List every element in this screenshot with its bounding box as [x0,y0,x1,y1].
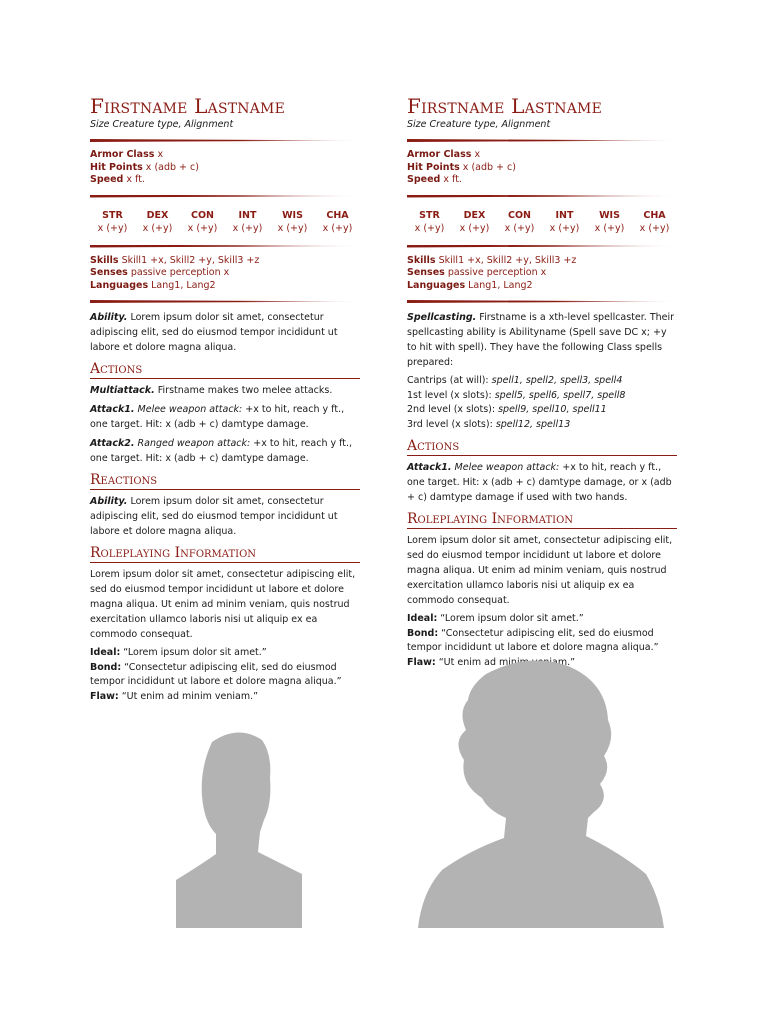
spell-level-3: 3rd level (x slots): spell12, spell13 [407,418,571,430]
speed: Speed x ft. [90,174,145,185]
senses: Senses passive perception x [90,267,230,278]
ability-dex: DEX x (+y) [142,209,173,234]
languages: Languages Lang1, Lang2 [90,279,216,291]
divider [407,245,677,248]
divider [90,245,360,248]
portrait-silhouette-female [418,660,664,928]
skills: Skills Skill1 +x, Skill2 +y, Skill3 +z [407,254,577,266]
ability-str: STR x (+y) [97,209,128,234]
creature-name: Firstname Lastname [90,94,285,118]
ability-wis: WIS x (+y) [277,209,308,234]
ability-cha: CHA x (+y) [639,209,670,234]
trait-spellcasting: Spellcasting. Firstname is a xth-level spellcaster. Their spellcasting ability is Abilityname (Spell save DC x; +y to hit with spell). They have the following Class spells prepared: [407,312,675,368]
ability-wis: WIS x (+y) [594,209,625,234]
ability-con: CON x (+y) [187,209,218,234]
hit-points: Hit Points x (adb + c) [90,161,199,173]
divider [407,300,677,303]
languages: Languages Lang1, Lang2 [407,279,533,291]
spell-level-2: 2nd level (x slots): spell9, spell10, spell11 [407,404,607,415]
action-multiattack: Multiattack. Firstname makes two melee attacks. [90,385,333,396]
action-attack1: Attack1. Melee weapon attack: +x to hit, reach y ft., one target. Hit: x (adb + c) damtype damage. [90,404,345,430]
trait-ability: Ability. Lorem ipsum dolor sit amet, consectetur adipiscing elit, sed do eiusmod tempor incididunt ut labore et dolore magna aliqua. [90,312,338,353]
divider [90,139,360,142]
divider [407,139,677,142]
bond: Bond: “Consectetur adipiscing elit, sed do eiusmod tempor incididunt ut labore et dolore magna aliqua.” [407,627,659,653]
ideal: Ideal: “Lorem ipsum dolor sit amet.” [407,613,584,624]
roleplay-heading: Roleplaying Information [407,511,677,529]
spell-level-cantrips: Cantrips (at will): spell1, spell2, spell3, spell4 [407,375,623,386]
creature-subtitle: Size Creature type, Alignment [90,119,234,130]
actions-heading: Actions [90,361,360,379]
creature-subtitle: Size Creature type, Alignment [407,119,551,130]
hit-points: Hit Points x (adb + c) [407,161,516,173]
divider [90,300,360,303]
ability-scores [90,205,360,237]
armor-class: Armor Class x [407,149,481,160]
portrait-silhouette-male [176,732,302,928]
divider [90,195,360,198]
roleplay-text: Lorem ipsum dolor sit amet, consectetur adipiscing elit, sed do eiusmod tempor incididunt ut labore et dolore magna aliqua. Ut enim ad minim veniam, quis nostrud exercitation ullamco laboris nisi ut aliquip ex ea commodo consequat. [407,535,673,606]
flaw: Flaw: “Ut enim ad minim veniam.” [407,656,576,668]
ability-str: STR x (+y) [414,209,445,234]
action-attack2: Attack2. Ranged weapon attack: +x to hit, reach y ft., one target. Hit: x (adb + c) damtype damage. [90,438,353,464]
ability-int: INT x (+y) [232,209,263,234]
ability-cha: CHA x (+y) [322,209,353,234]
action-attack1: Attack1. Melee weapon attack: +x to hit, reach y ft., one target. Hit: x (adb + c) damtype damage, or x (adb + c) damtype damage if used with two hands. [407,462,672,503]
flaw: Flaw: “Ut enim ad minim veniam.” [90,690,259,702]
ability-int: INT x (+y) [549,209,580,234]
stat-block-right [407,94,677,670]
creature-name: Firstname Lastname [407,94,602,118]
divider [407,195,677,198]
armor-class: Armor Class x [90,149,164,160]
stat-block-left [90,94,360,704]
bond: Bond: “Consectetur adipiscing elit, sed do eiusmod tempor incididunt ut labore et dolore magna aliqua.” [90,661,342,687]
ideal: Ideal: “Lorem ipsum dolor sit amet.” [90,647,267,658]
skills: Skills Skill1 +x, Skill2 +y, Skill3 +z [90,254,260,266]
speed: Speed x ft. [407,174,462,185]
ability-dex: DEX x (+y) [459,209,490,234]
ability-con: CON x (+y) [504,209,535,234]
spell-level-1: 1st level (x slots): spell5, spell6, spell7, spell8 [407,389,626,401]
roleplay-heading: Roleplaying Information [90,545,360,563]
reactions-heading: Reactions [90,472,360,490]
ability-scores [407,205,677,237]
actions-heading: Actions [407,438,677,456]
senses: Senses passive perception x [407,267,547,278]
reaction-ability: Ability. Lorem ipsum dolor sit amet, consectetur adipiscing elit, sed do eiusmod tempor incididunt ut labore et dolore magna aliqua. [90,496,338,537]
roleplay-text: Lorem ipsum dolor sit amet, consectetur adipiscing elit, sed do eiusmod tempor incididunt ut labore et dolore magna aliqua. Ut enim ad minim veniam, quis nostrud exercitation ullamco laboris nisi ut aliquip ex ea commodo consequat. [90,569,356,640]
